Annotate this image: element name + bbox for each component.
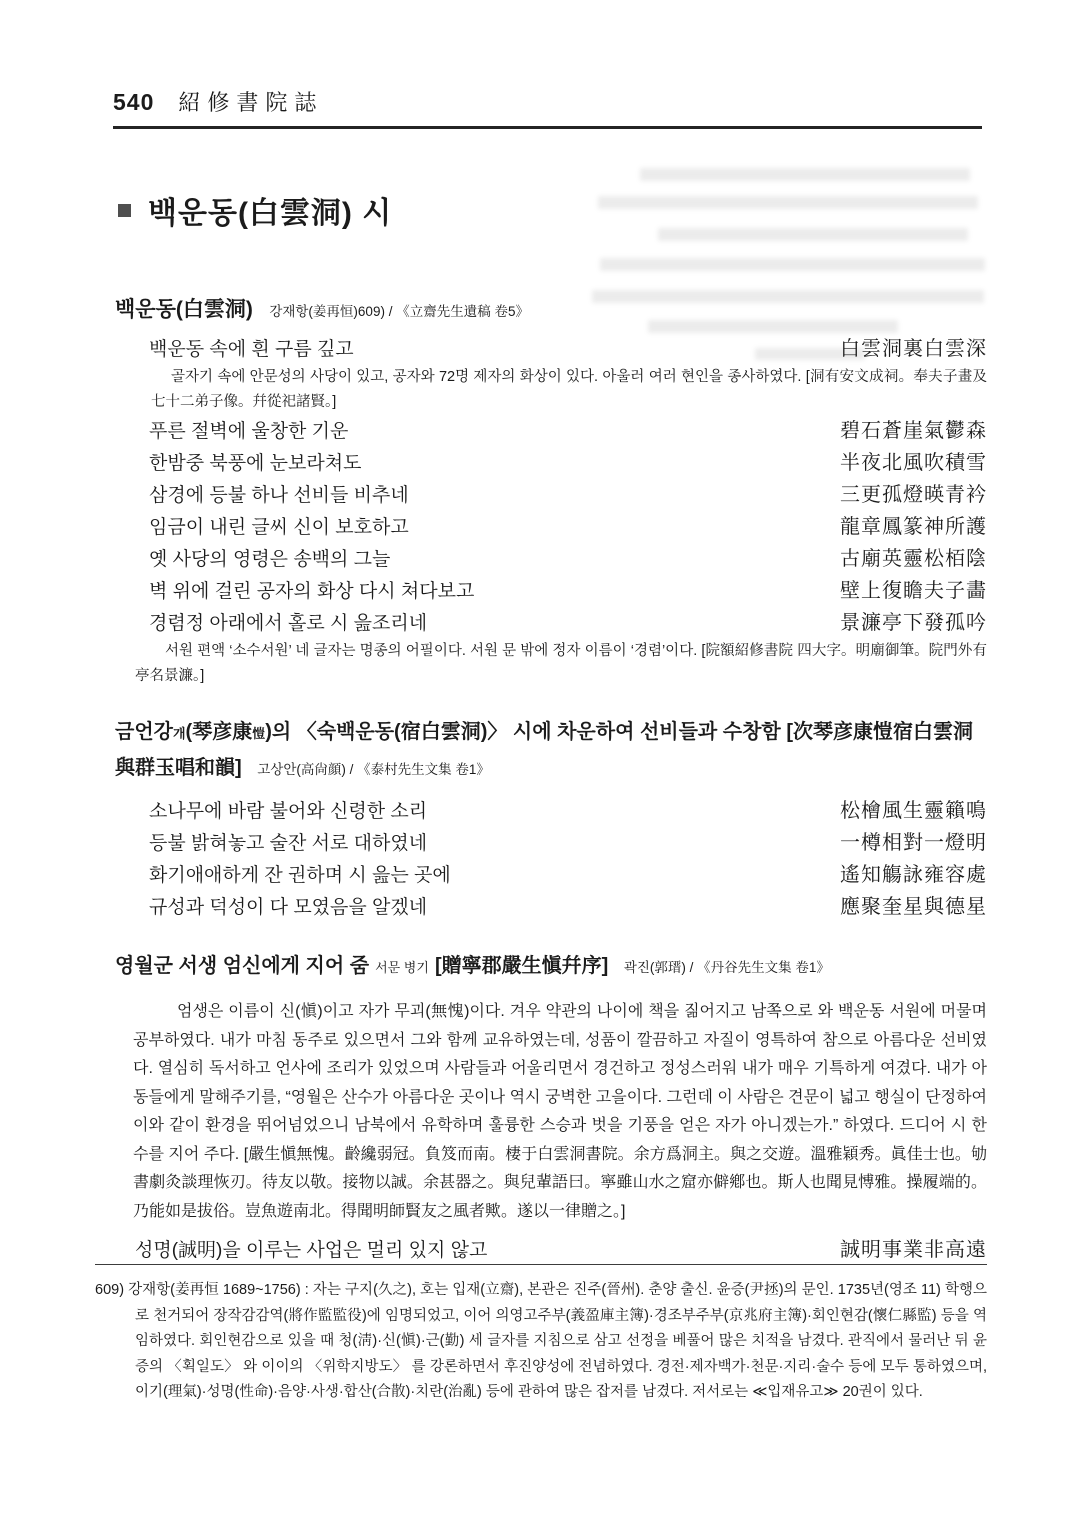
couplet-hanja: 誠明事業非高遠 (840, 1237, 987, 1261)
poem1-couplet (115, 479, 987, 511)
poem1-couplet (115, 447, 987, 479)
couplet-korean: 경렴정 아래에서 홀로 시 읊조리네 (149, 613, 428, 634)
couplet-korean: 한밤중 북풍에 눈보라쳐도 (149, 453, 362, 474)
poem3-heading (115, 949, 987, 985)
footnote-text: 강재항(姜再恒 1689~1756) : 자는 구지(久之), 호는 입재(立齋), 본관은 진주(晉州). 춘양 출신. 윤증(尹拯)의 문인. 1735년(영조 11) 학행으로 천거되어 장작감감역(將作監監役)에 임명되었고, 이어 의영고주부(義盈庫主簿)·경조부주부(京兆府主簿)·회인현감(懷仁縣監) 등을 역임하였다. 회인현감으로 있을 때 청(淸)·신(愼)·근(勤) 세 글자를 지침으로 삼고 선정을 베풀어 많은 치적을 남겼다. 관직에서 물러난 뒤 윤증의 〈획일도〉 와 이이의 〈위학지방도〉 를 강론하면서 후진양성에 전념하였다. 경전·제자백가·천문·지리·술수 등에 모두 통하였으며, 이기(理氣)·성명(性命)·음양·사생·합산(合散)·치란(治亂) 등에 관하여 많은 잡저를 남겼다. 저서로는 ≪입재유고≫ 20권이 있다. (128, 1282, 988, 1400)
poem1-title: 백운동(白雲洞) (115, 298, 253, 321)
poem2-title-part: )의 〈숙백운동(宿白雲洞)〉 시에 차운하여 선비들과 수창함 (265, 721, 787, 743)
poem2-couplet (115, 795, 987, 827)
poem2-couplet (115, 891, 987, 923)
couplet-korean: 소나무에 바람 불어와 신령한 소리 (149, 801, 428, 822)
poem3-title-small: 서문 병기 (375, 960, 429, 975)
poem2-couplet (115, 827, 987, 859)
poem2-couplet (115, 859, 987, 891)
couplet-hanja: 一樽相對一燈明 (840, 830, 987, 854)
page-number: 540 (113, 89, 155, 115)
couplet-hanja: 三更孤燈暎青衿 (840, 482, 987, 506)
couplet-korean: 옛 사당의 영령은 송백의 그늘 (149, 549, 391, 570)
poem1-couplet (115, 415, 987, 447)
couplet-korean: 등불 밝혀놓고 술잔 서로 대하였네 (149, 833, 428, 854)
couplet-hanja: 松檜風生靈籟鳴 (840, 798, 987, 822)
section-title-text: 백운동(白雲洞) 시 (148, 197, 393, 230)
couplet-korean: 성명(誠明)을 이루는 사업은 멀리 있지 않고 (135, 1240, 488, 1261)
bleed-line (640, 168, 970, 181)
footnote-marker: 609) (95, 1282, 125, 1298)
couplet-hanja: 景濂亭下發孤吟 (840, 610, 987, 634)
content (115, 293, 987, 1266)
couplet-hanja: 白雲洞裏白雲深 (840, 336, 987, 360)
couplet-hanja: 半夜北風吹積雪 (840, 450, 987, 474)
couplet-hanja: 壁上復瞻夫子畵 (840, 578, 987, 602)
poem1-couplet (115, 575, 987, 607)
couplet-hanja: 龍章鳳篆神所護 (840, 514, 987, 538)
poem3-title-hanja: [贈寧郡嚴生愼幷序] (434, 955, 609, 977)
poem3-byline: 곽진(郭瑨) / 《丹谷先生文集 卷1》 (623, 960, 830, 975)
section-title (118, 188, 392, 232)
book-title: 紹修書院誌 (178, 91, 324, 116)
couplet-hanja: 應聚奎星與德星 (840, 894, 987, 918)
poem2-title (115, 721, 973, 779)
bleed-line (658, 228, 968, 241)
section-bullet-icon (118, 204, 131, 217)
poem2-title-small: 개 (172, 726, 186, 741)
footnote-area (95, 1264, 987, 1406)
couplet-korean: 화기애애하게 잔 권하며 시 읊는 곳에 (149, 865, 451, 886)
couplet-korean: 벽 위에 걸린 공자의 화상 다시 쳐다보고 (149, 581, 475, 602)
poem1-inline-note: 골자기 속에 안문성의 사당이 있고, 공자와 72명 제자의 화상이 있다. 아울러 여러 현인을 종사하였다. [洞有安文成祠。奉夫子畫及七十二弟子像。幷從祀諸賢。] (151, 369, 987, 410)
couplet-hanja: 古廟英靈松栢陰 (840, 546, 987, 570)
poem3-title: 영월군 서생 엄신에게 지어 줌 (115, 955, 370, 977)
page-header (113, 86, 982, 129)
poem3-couplet (115, 1234, 987, 1266)
poem1-couplet (115, 607, 987, 639)
poem1-end-note: 서원 편액 ‘소수서원’ 네 글자는 명종의 어필이다. 서원 문 밖에 정자 이름이 ‘경렴’이다. [院額紹修書院 四大字。明廟御筆。院門外有亭名景濂。] (135, 643, 987, 684)
couplet-hanja: 遙知觴詠雍容處 (840, 862, 987, 886)
footnote-609 (95, 1278, 987, 1406)
poem1-couplet (115, 543, 987, 575)
couplet-korean: 백운동 속에 흰 구름 깊고 (149, 339, 354, 360)
poem1-couplet (115, 333, 987, 365)
poem2-title-hanja: [次琴彦康愷宿白雲洞 與群玉唱和韻] (115, 721, 973, 779)
poem1-couplet (115, 511, 987, 543)
couplet-korean: 규성과 덕성이 다 모였음을 알겠네 (149, 897, 428, 918)
poem2-title-part: (琴彦康 (185, 721, 253, 743)
bleed-line (598, 196, 978, 209)
couplet-korean: 임금이 내린 글씨 신이 보호하고 (149, 517, 409, 538)
poem2-title-part: 금언강 (115, 721, 173, 743)
poem2-heading (115, 715, 987, 787)
poem2-byline: 고상안(高尙顔) / 《泰村先生文集 卷1》 (257, 762, 490, 777)
poem2-title-small: 愷 (252, 726, 266, 741)
couplet-korean: 삼경에 등불 하나 선비들 비추네 (149, 485, 409, 506)
couplet-hanja: 碧石蒼崖氣鬱森 (840, 418, 987, 442)
poem3-preface: 엄생은 이름이 신(愼)이고 자가 무괴(無愧)이다. 겨우 약관의 나이에 책을 짊어지고 남쪽으로 와 백운동 서원에 머물며 공부하였다. 내가 마침 동주로 있으면서 그와 함께 교유하였는데, 성품이 깔끔하고 자질이 영특하여 참으로 아름다운 선비였다. 열심히 독서하고 언사에 조리가 있었으며 사람들과 어울리면서 경건하고 정성스러워 내가 매우 기특하게 여겼다. 내가 아동들에게 말해주기를, “영월은 산수가 아름다운 곳이나 역시 궁벽한 고을이다. 그런데 이 사람은 견문이 넓고 행실이 단정하여 이와 같이 환경을 뛰어넘었으니 남북에서 유학하며 훌륭한 스승과 벗을 기풍을 얻은 자가 아니겠는가.” 하였다. 드디어 시 한 수를 지어 주다. [嚴生愼無愧。齡纔弱冠。負笈而南。棲于白雲洞書院。余方爲洞主。與之交遊。溫雅穎秀。眞佳士也。劬書劇灸談理恢刃。待友以敬。接物以誠。余甚器之。與兒輩語曰。寧雖山水之窟亦僻鄕也。斯人也聞見愽雅。操履端的。乃能如是拔俗。豈魚遊南北。得聞明師賢友之風者歟。遂以一律贈之。] (133, 1003, 987, 1220)
poem1-heading (115, 293, 987, 323)
poem1-byline: 강재항(姜再恒)609) / 《立齋先生遺稿 卷5》 (269, 304, 529, 319)
couplet-korean: 푸른 절벽에 울창한 기운 (149, 421, 349, 442)
bleed-line (600, 258, 985, 271)
